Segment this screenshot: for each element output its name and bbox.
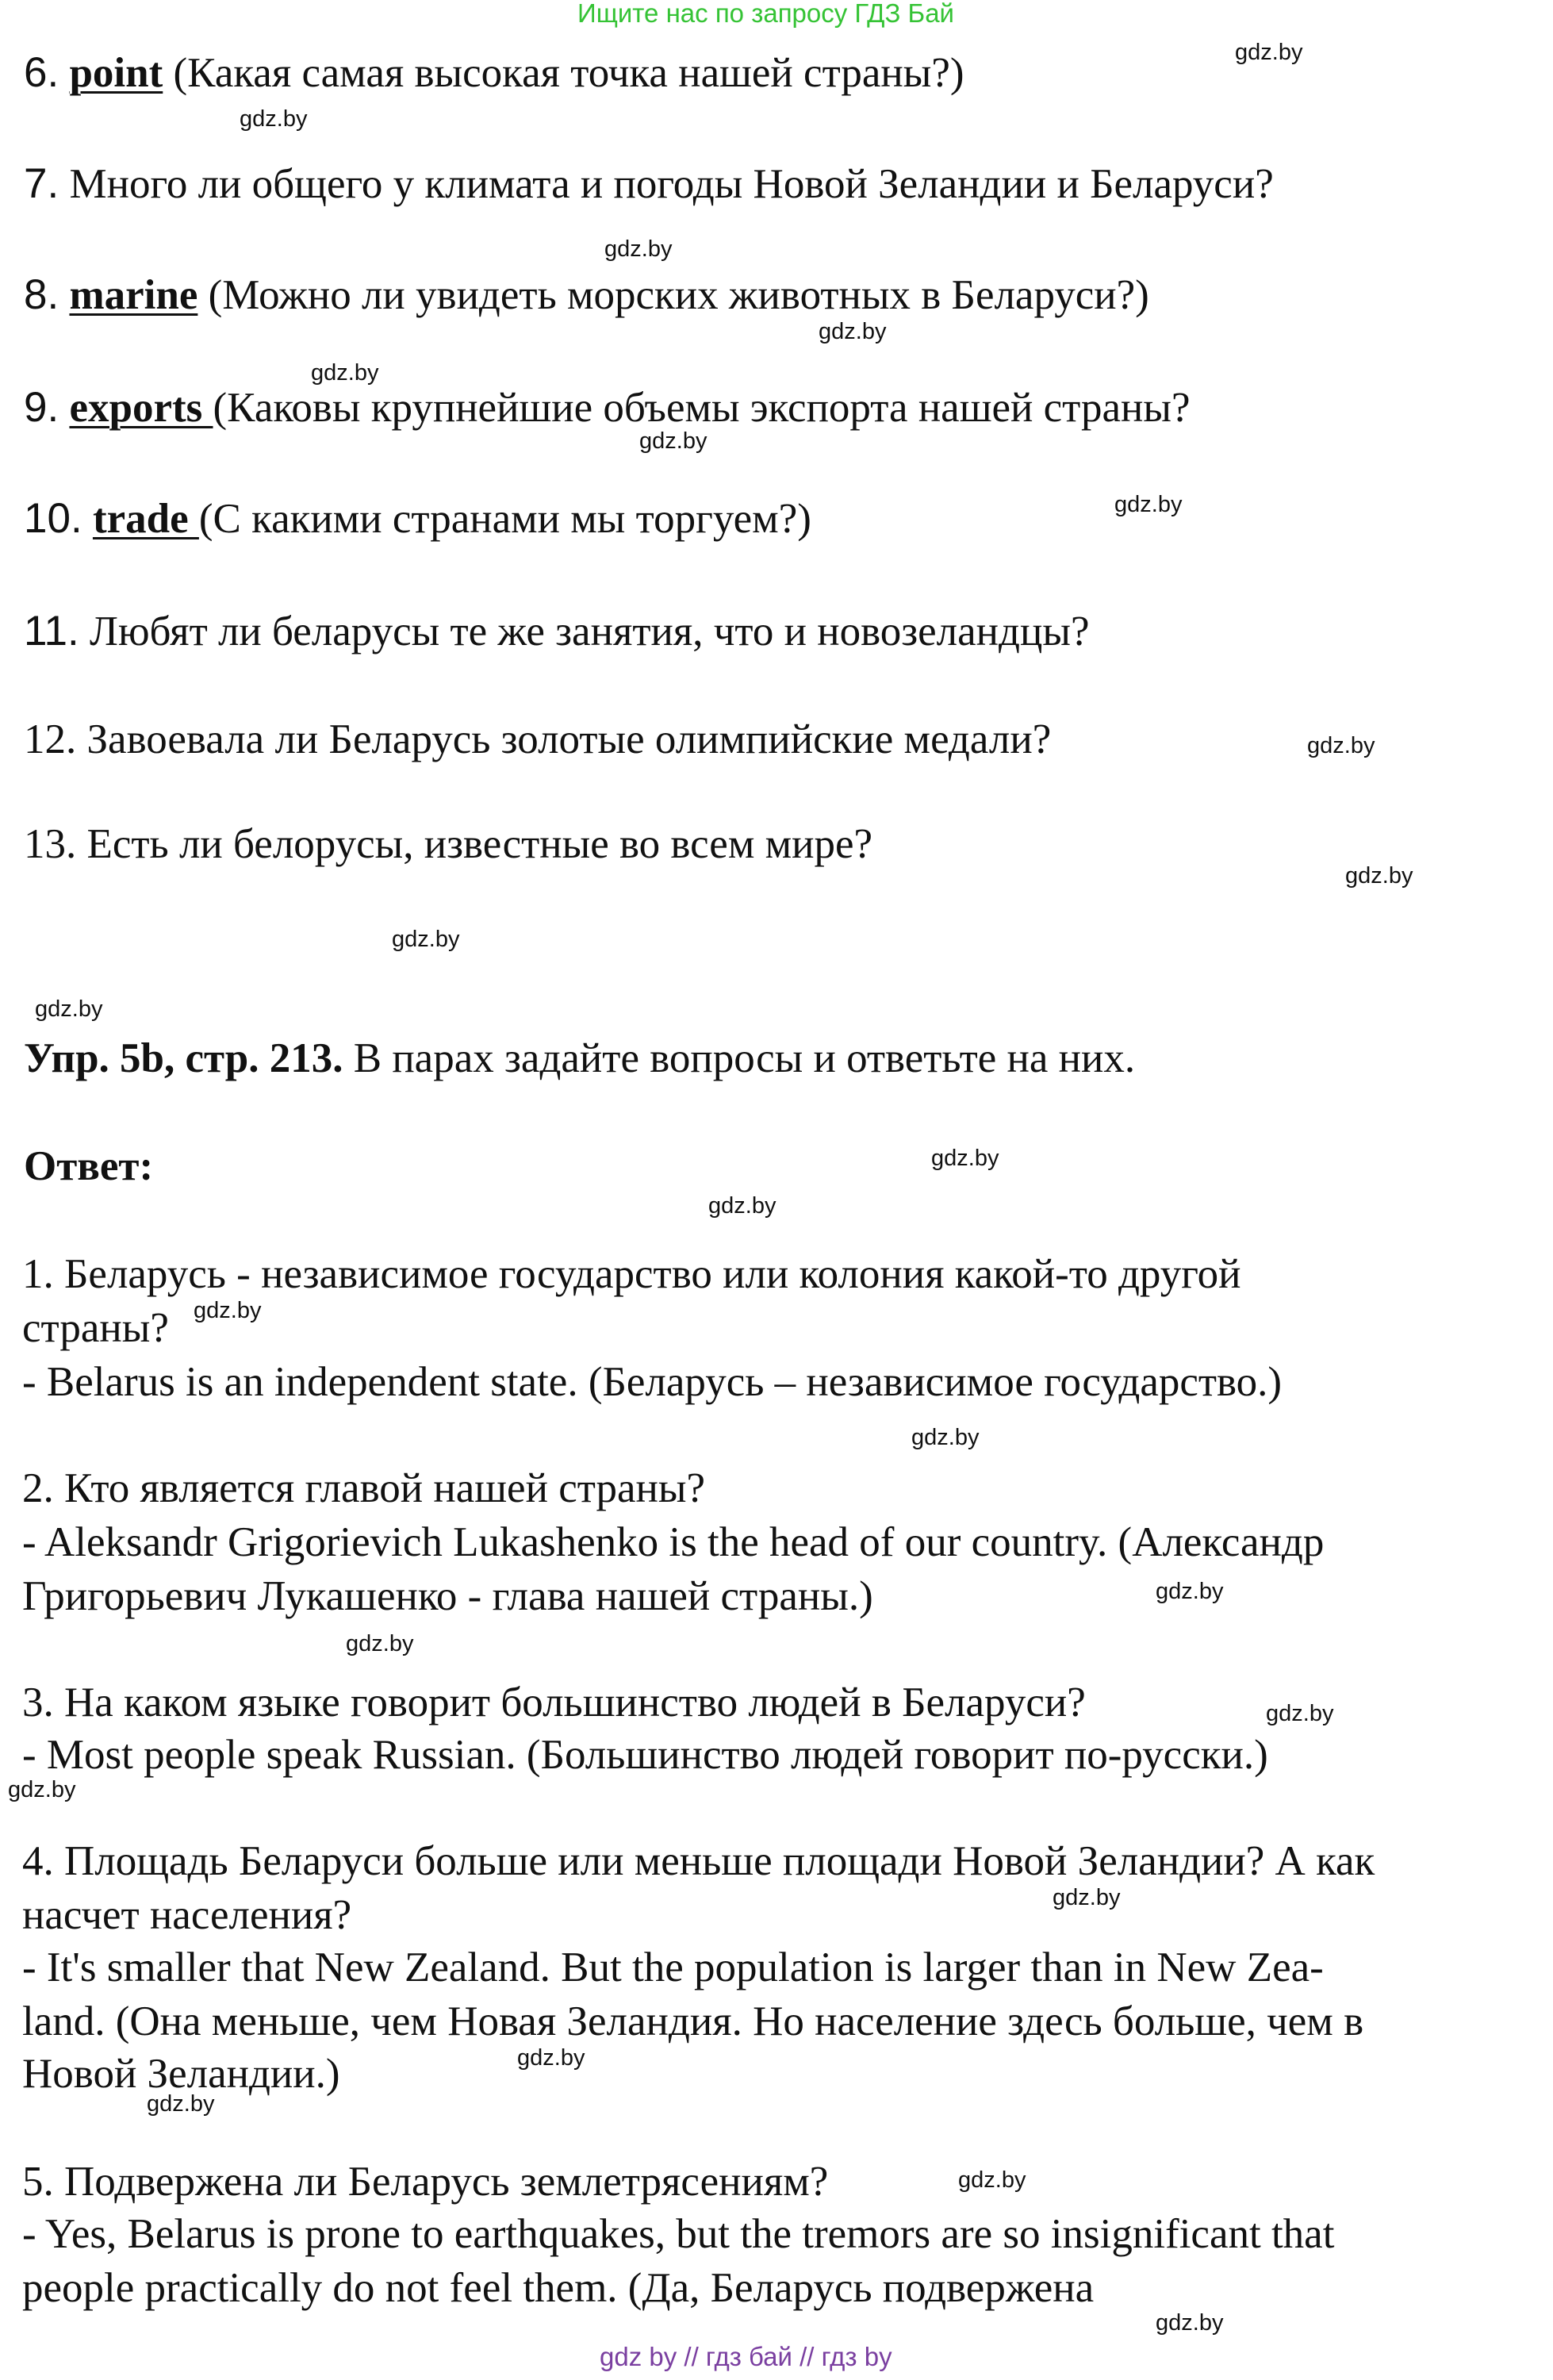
watermark: gdz.by bbox=[194, 1298, 262, 1323]
answer-2-line-3: Григорьевич Лукашенко - глава нашей страны.) bbox=[22, 1573, 873, 1619]
exercise-label: Упр. 5b, стр. 213. bbox=[24, 1035, 343, 1081]
watermark: gdz.by bbox=[8, 1777, 76, 1802]
watermark: gdz.by bbox=[35, 996, 103, 1022]
watermark: gdz.by bbox=[958, 2167, 1026, 2193]
watermark: gdz.by bbox=[911, 1425, 980, 1450]
exercise-heading bbox=[24, 1031, 1135, 1085]
watermark: gdz.by bbox=[931, 1146, 999, 1171]
keyword-point: point bbox=[69, 50, 163, 96]
answer-4-line-4: land. (Она меньше, чем Новая Зеландия. Но население здесь больше, чем в bbox=[22, 1998, 1364, 2044]
answer-4-line-3: - It's smaller that New Zealand. But the population is larger than in New Zea- bbox=[22, 1944, 1324, 1990]
watermark: gdz.by bbox=[1053, 1885, 1121, 1910]
question-number: 11. bbox=[24, 608, 79, 654]
watermark: gdz.by bbox=[240, 106, 308, 132]
keyword-exports: exports bbox=[69, 385, 213, 431]
answer-1-line-1: 1. Беларусь - независимое государство или колония какой-то другой bbox=[22, 1251, 1241, 1297]
question-number: 8. bbox=[24, 271, 59, 318]
answer-4-line-2: насчет населения? bbox=[22, 1892, 352, 1938]
question-text: Любят ли беларусы те же занятия, что и новозеландцы? bbox=[90, 608, 1090, 654]
answer-2-line-2: - Aleksandr Grigorievich Lukashenko is the head of our country. (Александр bbox=[22, 1519, 1325, 1565]
question-7 bbox=[24, 157, 1274, 211]
answer-4-line-5: Новой Зеландии.) bbox=[22, 2051, 340, 2097]
answer-2-line-1: 2. Кто является главой нашей страны? bbox=[22, 1465, 706, 1511]
question-text: (Можно ли увидеть морских животных в Беларуси?) bbox=[197, 272, 1149, 318]
question-10 bbox=[24, 492, 811, 546]
watermark: gdz.by bbox=[1114, 492, 1183, 517]
watermark: gdz.by bbox=[147, 2091, 215, 2117]
top-banner[interactable]: Ищите нас по запросу ГДЗ Бай bbox=[577, 0, 954, 28]
watermark: gdz.by bbox=[1266, 1701, 1334, 1726]
keyword-marine: marine bbox=[69, 272, 198, 318]
question-6 bbox=[24, 46, 964, 100]
watermark: gdz.by bbox=[708, 1193, 776, 1219]
watermark: gdz.by bbox=[639, 428, 707, 454]
answer-1-line-3: - Belarus is an independent state. (Беларусь – независимое государство.) bbox=[22, 1359, 1283, 1405]
question-11 bbox=[24, 605, 1089, 658]
question-text: (Каковы крупнейшие объемы экспорта нашей страны? bbox=[213, 385, 1191, 431]
answer-1-line-2: страны? bbox=[22, 1305, 169, 1351]
question-9 bbox=[24, 381, 1191, 435]
watermark: gdz.by bbox=[604, 236, 673, 262]
watermark: gdz.by bbox=[1345, 863, 1413, 889]
footer-links[interactable]: gdz by // гдз бай // гдз by bbox=[600, 2342, 892, 2371]
exercise-text: В парах задайте вопросы и ответьте на них. bbox=[343, 1035, 1136, 1081]
answer-5-line-1: 5. Подвержена ли Беларусь землетрясениям? bbox=[22, 2159, 829, 2205]
question-number: 9. bbox=[24, 384, 59, 431]
answer-4-line-1: 4. Площадь Беларуси больше или меньше площади Новой Зеландии? А как bbox=[22, 1838, 1375, 1884]
question-number: 7. bbox=[24, 160, 59, 207]
answer-3-line-2: - Most people speak Russian. (Большинство людей говорит по-русски.) bbox=[22, 1732, 1268, 1778]
answer-5-line-2: - Yes, Belarus is prone to earthquakes, but the tremors are so insignificant that bbox=[22, 2211, 1335, 2257]
watermark: gdz.by bbox=[1307, 733, 1375, 758]
watermark: gdz.by bbox=[311, 360, 379, 386]
question-12: 12. Завоевала ли Беларусь золотые олимпийские медали? bbox=[24, 716, 1052, 762]
watermark: gdz.by bbox=[1156, 2310, 1224, 2336]
answer-3-line-1: 3. На каком языке говорит большинство людей в Беларуси? bbox=[22, 1679, 1086, 1726]
watermark: gdz.by bbox=[392, 927, 460, 952]
question-13: 13. Есть ли белорусы, известные во всем мире? bbox=[24, 821, 873, 867]
question-number: 10. bbox=[24, 495, 82, 542]
question-number: 6. bbox=[24, 49, 59, 96]
answer-5-line-3: people practically do not feel them. (Да, Беларусь подвержена bbox=[22, 2265, 1095, 2311]
question-text: (С какими странами мы торгуем?) bbox=[198, 496, 811, 542]
watermark: gdz.by bbox=[1235, 40, 1303, 65]
question-text: (Какая самая высокая точка нашей страны?) bbox=[163, 50, 964, 96]
question-text: Много ли общего у климата и погоды Новой Зеландии и Беларуси? bbox=[69, 161, 1274, 207]
watermark: gdz.by bbox=[1156, 1579, 1224, 1604]
watermark: gdz.by bbox=[517, 2045, 585, 2071]
answer-heading: Ответ: bbox=[24, 1143, 154, 1189]
question-8 bbox=[24, 268, 1149, 322]
watermark: gdz.by bbox=[819, 319, 887, 344]
keyword-trade: trade bbox=[92, 496, 199, 542]
watermark: gdz.by bbox=[346, 1631, 414, 1656]
